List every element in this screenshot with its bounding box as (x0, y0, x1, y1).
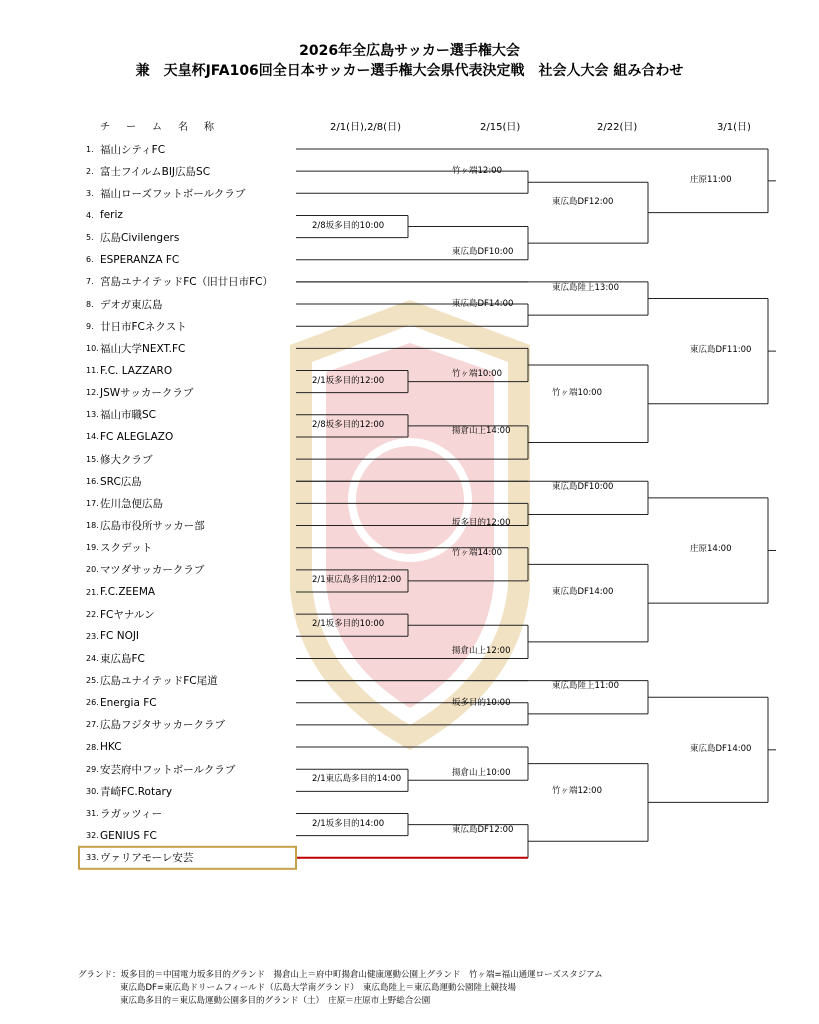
team-row (86, 448, 296, 470)
round1-match-label: 2/8坂多目的10:00 (312, 220, 385, 231)
team-name: FC ALEGLAZO (100, 430, 174, 443)
team-number: 10. (86, 343, 99, 353)
team-row (86, 360, 296, 382)
team-name: 廿日市FCネクスト (100, 320, 187, 333)
team-name: Energia FC (100, 696, 157, 709)
team-row (86, 825, 296, 847)
team-row (86, 492, 296, 514)
round3-match-label: 東広島DF10:00 (552, 481, 614, 492)
round3-match-label: 竹ヶ端10:00 (552, 387, 602, 398)
team-number: 13. (86, 410, 99, 420)
team-number: 6. (86, 255, 94, 265)
team-name: 福山市職SC (100, 409, 156, 422)
team-row (86, 470, 296, 492)
team-row (86, 515, 296, 537)
round1-match-label: 2/1東広島多目的12:00 (312, 574, 402, 585)
legend-line-3: 東広島多目的＝東広島運動公園多目的グランド（土） 庄原＝庄原市上野総合公園 (120, 996, 431, 1006)
round2-match-label: 揚倉山上12:00 (452, 645, 511, 656)
round4-match-label: 東広島DF14:00 (690, 743, 752, 754)
legend-line-1: グランド：坂多目的＝中国電力坂多目的グランド 揚倉山上＝府中町揚倉山健康運動公園上グランド 竹ヶ端=福山通運ローズスタジアム (78, 970, 603, 980)
team-row (86, 581, 296, 603)
round4-match-label: 東広島DF11:00 (690, 345, 752, 356)
team-number: 33. (86, 853, 99, 863)
team-row (86, 780, 296, 802)
round1-match-label: 2/8坂多目的12:00 (312, 419, 385, 430)
team-number: 19. (86, 543, 99, 553)
team-name: 佐川急便広島 (100, 497, 163, 510)
team-name: ESPERANZA FC (100, 253, 180, 266)
round2-match-label: 坂多目的10:00 (452, 697, 511, 708)
round2-match-label: 坂多目的12:00 (452, 518, 511, 529)
team-number: 26. (86, 698, 99, 708)
team-row (86, 847, 296, 869)
team-row (86, 559, 296, 581)
team-row (86, 182, 296, 204)
team-number: 20. (86, 565, 99, 575)
team-row (86, 160, 296, 182)
round1-match-label: 2/1坂多目的12:00 (312, 375, 385, 386)
team-name: F.C. LAZZARO (100, 364, 173, 377)
team-row (86, 404, 296, 426)
team-name: 福山ローズフットボールクラブ (100, 187, 246, 200)
team-number: 12. (86, 388, 99, 398)
team-name: GENIUS FC (100, 829, 157, 842)
team-row (86, 647, 296, 669)
round4-match-label: 庄原14:00 (690, 544, 732, 555)
team-number: 1. (86, 144, 94, 154)
team-row (86, 803, 296, 825)
header-team: チ ー ム 名 称 (100, 122, 217, 133)
team-name: F.C.ZEEMA (100, 586, 156, 598)
team-name: ラガッツィー (100, 808, 163, 820)
round3-match-label: 東広島陸上11:00 (552, 681, 619, 692)
team-number: 11. (86, 366, 99, 375)
team-number: 7. (86, 277, 94, 287)
header-round3: 2/22(日) (597, 122, 638, 133)
round2-match-label: 東広島DF10:00 (452, 247, 514, 258)
team-name: FC NOJI (100, 630, 140, 643)
round2-match-label: 竹ヶ端12:00 (452, 166, 502, 177)
legend-line-2: 東広島DF=東広島ドリームフィールド（広島大学南グランド） 東広島陸上＝東広島運動公園陸上競技場 (120, 983, 516, 993)
team-row (86, 293, 296, 315)
team-name: 広島Civilengers (100, 232, 180, 245)
team-number: 15. (86, 454, 99, 464)
team-name: 広島市役所サッカー部 (100, 520, 205, 533)
team-number: 16. (86, 476, 99, 486)
team-name: 宮島ユナイテッドFC（旧廿日市FC） (100, 276, 274, 289)
team-number: 18. (86, 521, 99, 531)
team-name: スクデット (100, 542, 153, 555)
round2-match-label: 揚倉山上10:00 (452, 767, 511, 778)
round2-match-label: 東広島DF14:00 (452, 299, 514, 310)
round1-match-label: 2/1坂多目的14:00 (312, 818, 385, 829)
team-number: 23. (86, 631, 99, 641)
team-number: 14. (86, 432, 99, 442)
team-name: 修大クラブ (100, 453, 153, 466)
round4-match-label: 庄原11:00 (690, 174, 732, 185)
round3-match-label: 東広島DF12:00 (552, 196, 614, 207)
team-row (86, 537, 296, 559)
team-row (86, 692, 296, 714)
round2-match-label: 揚倉山上14:00 (452, 426, 511, 437)
team-number: 21. (86, 587, 99, 597)
team-number: 8. (86, 299, 94, 309)
header-round2: 2/15(日) (480, 122, 521, 133)
team-name: 広島フジタサッカークラブ (100, 719, 225, 732)
team-row (86, 758, 296, 780)
round3-match-label: 東広島陸上13:00 (552, 282, 619, 293)
team-row (86, 382, 296, 404)
team-name: SRC広島 (100, 475, 142, 488)
team-number: 25. (86, 676, 99, 686)
team-row (86, 271, 296, 293)
team-row (86, 227, 296, 249)
team-number: 9. (86, 321, 94, 331)
team-row (86, 426, 296, 448)
team-name: HKC (100, 741, 122, 754)
team-number: 28. (86, 742, 99, 752)
team-name: FCヤナルン (100, 608, 155, 621)
team-number: 5. (86, 233, 94, 243)
team-number: 3. (86, 188, 94, 198)
team-name: 広島ユナイテッドFC尾道 (100, 675, 218, 688)
round1-match-label: 2/1東広島多目的14:00 (312, 774, 402, 785)
team-row (86, 736, 296, 758)
header-round4: 3/1(日) (717, 122, 751, 133)
team-name: 青崎FC.Rotary (100, 785, 173, 798)
team-name: 富士フイルムBIJ広島SC (100, 165, 211, 178)
round2-match-label: 竹ヶ端10:00 (452, 368, 502, 379)
team-name: 福山大学NEXT.FC (100, 342, 186, 355)
team-name: JSWサッカークラブ (100, 387, 194, 400)
team-row (86, 670, 296, 692)
team-row (86, 138, 296, 160)
team-number: 32. (86, 831, 99, 841)
round2-match-label: 竹ヶ端14:00 (452, 548, 502, 559)
team-name: マツダサッカークラブ (100, 564, 205, 577)
team-row (86, 714, 296, 736)
team-name: feriz (100, 209, 123, 222)
team-row (86, 204, 296, 226)
team-row (86, 315, 296, 337)
team-row (86, 337, 296, 359)
team-number: 31. (86, 809, 99, 818)
title-line-2: 兼 天皇杯JFA106回全日本サッカー選手権大会県代表決定戦 社会人大会 組み合わせ (135, 63, 684, 79)
team-number: 4. (86, 210, 94, 220)
team-name: ヴァリアモーレ安芸 (100, 852, 194, 865)
team-row (86, 249, 296, 271)
team-number: 22. (86, 609, 99, 619)
header-round1: 2/1(日),2/8(日) (330, 122, 401, 133)
round1-match-label: 2/1坂多目的10:00 (312, 619, 385, 630)
round2-match-label: 東広島DF12:00 (452, 825, 514, 836)
team-number: 2. (86, 166, 94, 176)
team-name: 東広島FC (100, 652, 145, 665)
team-number: 27. (86, 720, 99, 730)
team-name: 安芸府中フットボールクラブ (100, 763, 236, 776)
team-row (86, 603, 296, 625)
team-number: 29. (86, 764, 99, 774)
round3-match-label: 竹ヶ端12:00 (552, 786, 602, 797)
round3-match-label: 東広島DF14:00 (552, 587, 614, 598)
title-line-1: 2026年全広島サッカー選手権大会 (299, 43, 520, 59)
team-name: 福山シティFC (100, 143, 166, 156)
team-number: 17. (86, 498, 99, 508)
team-number: 24. (86, 653, 99, 663)
team-number: 30. (86, 786, 99, 796)
team-row (86, 625, 296, 647)
team-name: デオガ東広島 (100, 298, 163, 311)
